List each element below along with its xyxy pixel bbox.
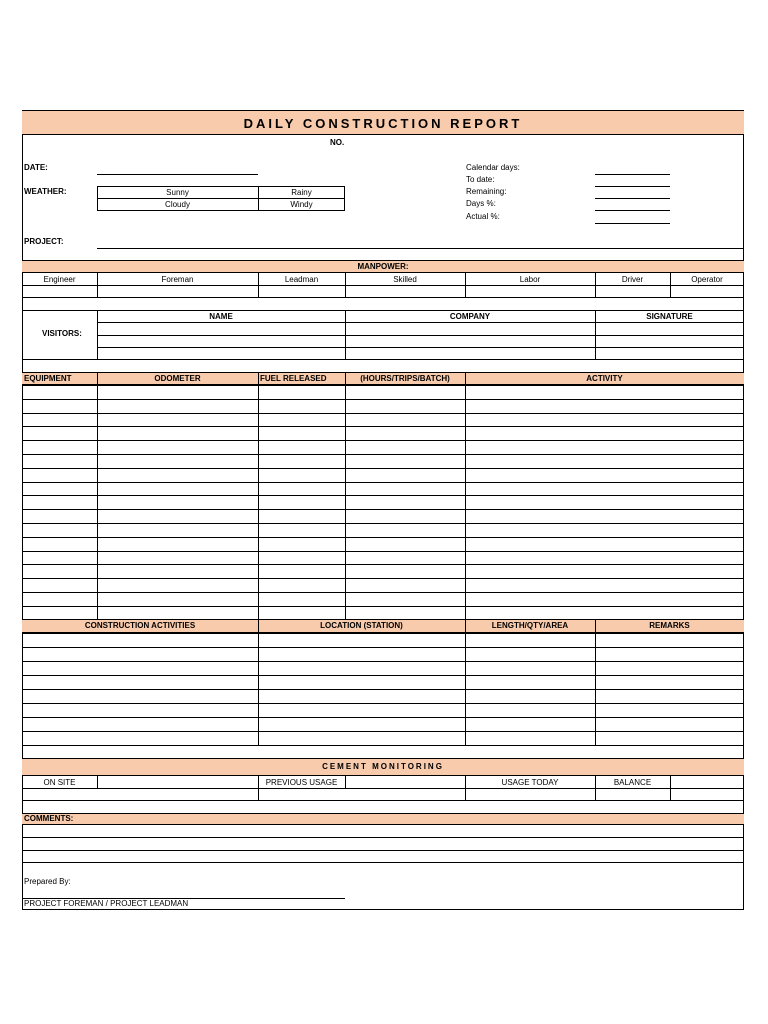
manpower-col-operator: Operator [691,275,723,284]
equipment-col-line [258,372,259,619]
to-date-label: To date: [466,175,495,184]
visitors-row-line [97,347,744,348]
equipment-row-line [22,385,744,386]
cement-col-line [345,776,346,788]
construction-col-line [465,619,466,745]
construction-row-line [22,633,744,634]
manpower-col-leadman: Leadman [284,275,319,284]
date-label: DATE: [24,163,48,172]
visitors-top-line [22,310,744,311]
visitors-col-signature: SIGNATURE [646,312,693,321]
equipment-col-fuel-released: FUEL RELEASED [260,374,327,383]
equipment-row-line [22,426,744,427]
equipment-row-line [22,578,744,579]
construction-col-line [258,619,259,745]
actual-percent-field[interactable] [595,223,670,224]
construction-row-line [22,745,744,746]
weather-divider [97,198,345,199]
construction-row-line [22,703,744,704]
equipment-row-line [22,454,744,455]
cement-usage-today-label: USAGE TODAY [501,778,559,787]
equipment-col-line [465,372,466,619]
comments-band [22,813,744,825]
cement-col-line [670,776,671,800]
report-title: DAILY CONSTRUCTION REPORT [243,116,523,131]
signature-caption: PROJECT FOREMAN / PROJECT LEADMAN [24,899,189,908]
construction-row-line [22,717,744,718]
equipment-col-activity: ACTIVITY [586,374,623,383]
equipment-row-line [22,551,744,552]
construction-col-location: LOCATION (STATION) [320,621,403,630]
construction-row-line [22,675,744,676]
weather-option-rainy[interactable]: Rainy [291,188,312,197]
remaining-label: Remaining: [466,187,507,196]
equipment-row-line [22,606,744,607]
construction-col-line [595,619,596,745]
weather-option-sunny[interactable]: Sunny [166,188,189,197]
visitors-col-company: COMPANY [449,312,491,321]
construction-row-line [22,647,744,648]
cement-on-site-label: ON SITE [43,778,76,787]
equipment-col-line [97,372,98,619]
construction-col-remarks: REMARKS [649,621,690,630]
project-label: PROJECT: [24,237,64,246]
equipment-col-hours-trips-batch: (HOURS/TRIPS/BATCH) [360,374,450,383]
equipment-col-odometer: ODOMETER [154,374,201,383]
construction-row-line [22,661,744,662]
remaining-field[interactable] [595,198,670,199]
equipment-col-equipment: EQUIPMENT [24,374,72,383]
prepared-by-label: Prepared By: [24,877,71,886]
manpower-col-labor: Labor [519,275,541,284]
cement-row-line [22,800,744,801]
visitors-row-line [97,335,744,336]
manpower-row-line [22,285,744,286]
weather-option-windy[interactable]: Windy [290,200,313,209]
calendar-days-label: Calendar days: [466,163,520,172]
manpower-title: MANPOWER: [357,262,409,271]
weather-label: WEATHER: [24,187,67,196]
cement-title: CEMENT MONITORING [322,762,444,771]
equipment-row-line [22,482,744,483]
days-percent-field[interactable] [595,210,670,211]
cement-previous-usage-label: PREVIOUS USAGE [265,778,338,787]
equipment-row-line [22,509,744,510]
date-field[interactable] [97,174,258,175]
visitors-bottom-line [22,359,744,360]
equipment-row-line [22,523,744,524]
project-field[interactable] [97,248,744,249]
equipment-row-line [22,592,744,593]
equipment-row-line [22,495,744,496]
manpower-col-foreman: Foreman [161,275,194,284]
calendar-days-field[interactable] [595,174,670,175]
comments-row-line [22,837,744,838]
visitors-label: VISITORS: [42,329,82,338]
equipment-row-line [22,468,744,469]
manpower-col-skilled: Skilled [393,275,417,284]
equipment-row-line [22,564,744,565]
comments-row-line [22,862,744,863]
manpower-row-line [22,297,744,298]
cement-row-line [22,788,744,789]
cement-col-line [97,776,98,788]
construction-col-length-qty-area: LENGTH/QTY/AREA [491,621,569,630]
manpower-col-engineer: Engineer [43,275,76,284]
equipment-row-line [22,440,744,441]
actual-percent-label: Actual %: [466,212,500,221]
equipment-row-line [22,399,744,400]
construction-row-line [22,731,744,732]
equipment-row-line [22,537,744,538]
construction-col-activities: CONSTRUCTION ACTIVITIES [84,621,196,630]
visitors-row-line [97,322,744,323]
to-date-field[interactable] [595,186,670,187]
comments-row-line [22,850,744,851]
weather-option-cloudy[interactable]: Cloudy [165,200,190,209]
days-percent-label: Days %: [466,199,496,208]
manpower-col-driver: Driver [621,275,644,284]
visitors-col-name: NAME [209,312,233,321]
equipment-row-line [22,413,744,414]
equipment-col-line [345,372,346,619]
no-label: NO. [330,138,345,147]
construction-row-line [22,689,744,690]
cement-balance-label: BALANCE [613,778,652,787]
comments-label: COMMENTS: [24,814,74,823]
